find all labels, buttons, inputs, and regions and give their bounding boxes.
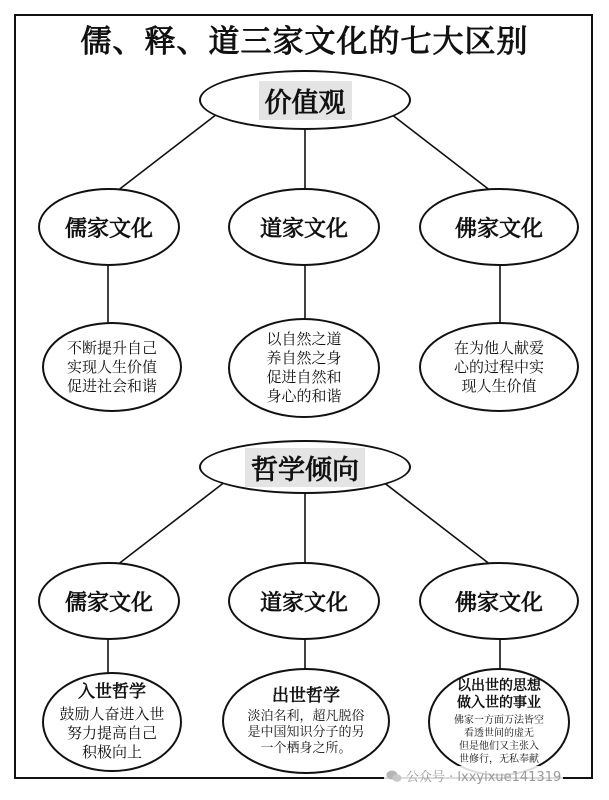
hub-node-philosophy	[199, 440, 411, 494]
leaf-node-taoist-philosophy	[222, 668, 390, 774]
school-label: 佛家文化	[454, 216, 543, 242]
school-label: 儒家文化	[64, 590, 153, 616]
school-node-buddhist	[419, 188, 579, 266]
watermark-text: 公众号 · lxxyixue141319	[406, 770, 562, 785]
leaf-text: 淡泊名利，超凡脱俗 是中国知识分子的另 一个栖身之所。	[247, 708, 365, 756]
school-node-taoist	[228, 562, 380, 640]
hub-node-values	[199, 70, 411, 130]
leaf-text: 在为他人献爱 心的过程中实 现人生价值	[453, 338, 544, 395]
school-node-buddhist	[419, 562, 579, 640]
watermark	[384, 766, 563, 785]
leaf-text: 不断提升自己 实现人生价值 促进社会和谐	[66, 338, 157, 395]
leaf-node-buddhist-values	[419, 322, 579, 412]
connector-line	[378, 104, 500, 198]
leaf-node-confucian-philosophy	[42, 672, 182, 772]
school-node-confucian	[38, 562, 180, 640]
hub-label: 哲学倾向	[245, 448, 365, 487]
leaf-heading: 出世哲学	[272, 685, 340, 706]
school-node-taoist	[228, 188, 380, 266]
school-label: 儒家文化	[64, 216, 153, 242]
page-title: 儒、释、道三家文化的七大区别	[80, 24, 529, 60]
leaf-text: 佛家一方面万法皆空 看透世间的虚无 但是他们又主张入 世修行，无私奉献	[454, 715, 544, 765]
connector-line	[108, 478, 230, 572]
leaf-node-confucian-values	[42, 322, 182, 412]
leaf-heading: 入世哲学	[78, 682, 146, 702]
leaf-text: 鼓励人奋进入世 努力提高自己 积极向上	[59, 705, 165, 761]
school-node-confucian	[38, 188, 180, 266]
leaf-text: 以自然之道 养自然之身 促进自然和 身心的和谐	[266, 330, 342, 405]
leaf-heading: 以出世的思想 做入世的事业	[457, 678, 541, 711]
leaf-node-taoist-values	[228, 318, 380, 418]
hub-label: 价值观	[259, 81, 352, 120]
school-label: 道家文化	[259, 590, 348, 616]
connector-line	[108, 104, 230, 198]
school-label: 佛家文化	[454, 590, 543, 616]
wechat-icon	[386, 769, 402, 783]
leaf-node-buddhist-philosophy	[428, 668, 570, 776]
school-label: 道家文化	[259, 216, 348, 242]
connector-line	[378, 478, 500, 572]
